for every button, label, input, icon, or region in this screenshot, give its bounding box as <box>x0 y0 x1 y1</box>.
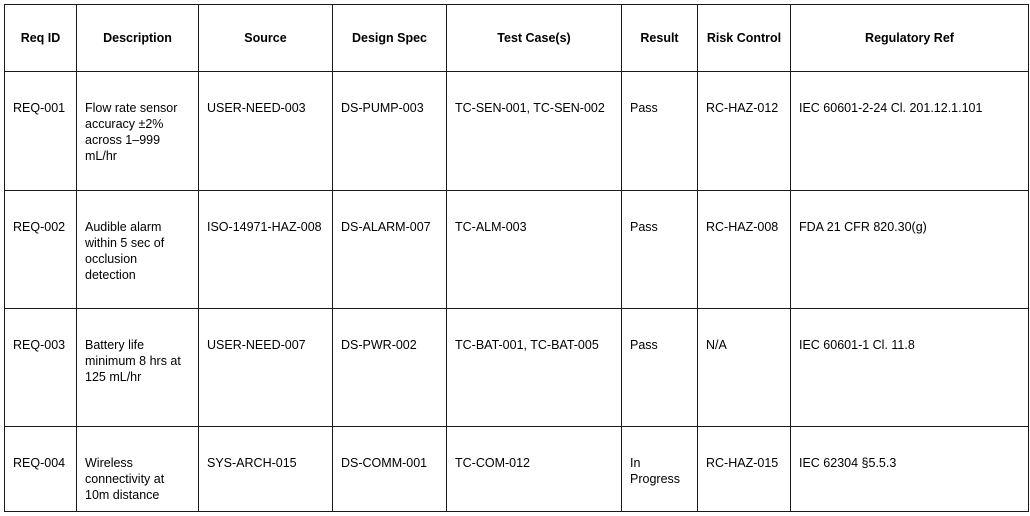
cell-design-spec: DS-COMM-001 <box>333 427 447 512</box>
cell-test-cases: TC-BAT-001, TC-BAT-005 <box>447 309 622 427</box>
cell-description: Flow rate sensor accuracy ±2% across 1–999 mL/hr <box>77 72 199 191</box>
cell-test-cases: TC-ALM-003 <box>447 191 622 309</box>
column-header-design-spec: Design Spec <box>333 5 447 72</box>
cell-regulatory-ref: IEC 62304 §5.5.3 <box>791 427 1029 512</box>
cell-risk-control: N/A <box>698 309 791 427</box>
cell-design-spec: DS-ALARM-007 <box>333 191 447 309</box>
cell-result: Pass <box>622 309 698 427</box>
table-row <box>5 191 1029 309</box>
column-header-test-cases: Test Case(s) <box>447 5 622 72</box>
cell-description: Audible alarm within 5 sec of occlusion detection <box>77 191 199 309</box>
cell-design-spec: DS-PUMP-003 <box>333 72 447 191</box>
table-row <box>5 72 1029 191</box>
cell-description: Battery life minimum 8 hrs at 125 mL/hr <box>77 309 199 427</box>
column-header-result: Result <box>622 5 698 72</box>
column-header-req-id: Req ID <box>5 5 77 72</box>
cell-source: USER-NEED-007 <box>199 309 333 427</box>
cell-req-id: REQ-003 <box>5 309 77 427</box>
cell-regulatory-ref: FDA 21 CFR 820.30(g) <box>791 191 1029 309</box>
table-row <box>5 309 1029 427</box>
cell-result: Pass <box>622 72 698 191</box>
cell-design-spec: DS-PWR-002 <box>333 309 447 427</box>
cell-test-cases: TC-SEN-001, TC-SEN-002 <box>447 72 622 191</box>
column-header-description: Description <box>77 5 199 72</box>
cell-result: Pass <box>622 191 698 309</box>
cell-result: In Progress <box>622 427 698 512</box>
cell-source: ISO-14971-HAZ-008 <box>199 191 333 309</box>
cell-source: SYS-ARCH-015 <box>199 427 333 512</box>
cell-req-id: REQ-001 <box>5 72 77 191</box>
cell-risk-control: RC-HAZ-012 <box>698 72 791 191</box>
cell-risk-control: RC-HAZ-008 <box>698 191 791 309</box>
cell-risk-control: RC-HAZ-015 <box>698 427 791 512</box>
cell-test-cases: TC-COM-012 <box>447 427 622 512</box>
traceability-matrix-table <box>4 4 1029 512</box>
cell-regulatory-ref: IEC 60601-1 Cl. 11.8 <box>791 309 1029 427</box>
traceability-matrix-container <box>4 4 1029 512</box>
cell-description: Wireless connectivity at 10m distance <box>77 427 199 512</box>
column-header-risk-control: Risk Control <box>698 5 791 72</box>
column-header-source: Source <box>199 5 333 72</box>
table-row <box>5 427 1029 512</box>
cell-regulatory-ref: IEC 60601-2-24 Cl. 201.12.1.101 <box>791 72 1029 191</box>
cell-source: USER-NEED-003 <box>199 72 333 191</box>
cell-req-id: REQ-002 <box>5 191 77 309</box>
header-row <box>5 5 1029 72</box>
column-header-regulatory-ref: Regulatory Ref <box>791 5 1029 72</box>
cell-req-id: REQ-004 <box>5 427 77 512</box>
